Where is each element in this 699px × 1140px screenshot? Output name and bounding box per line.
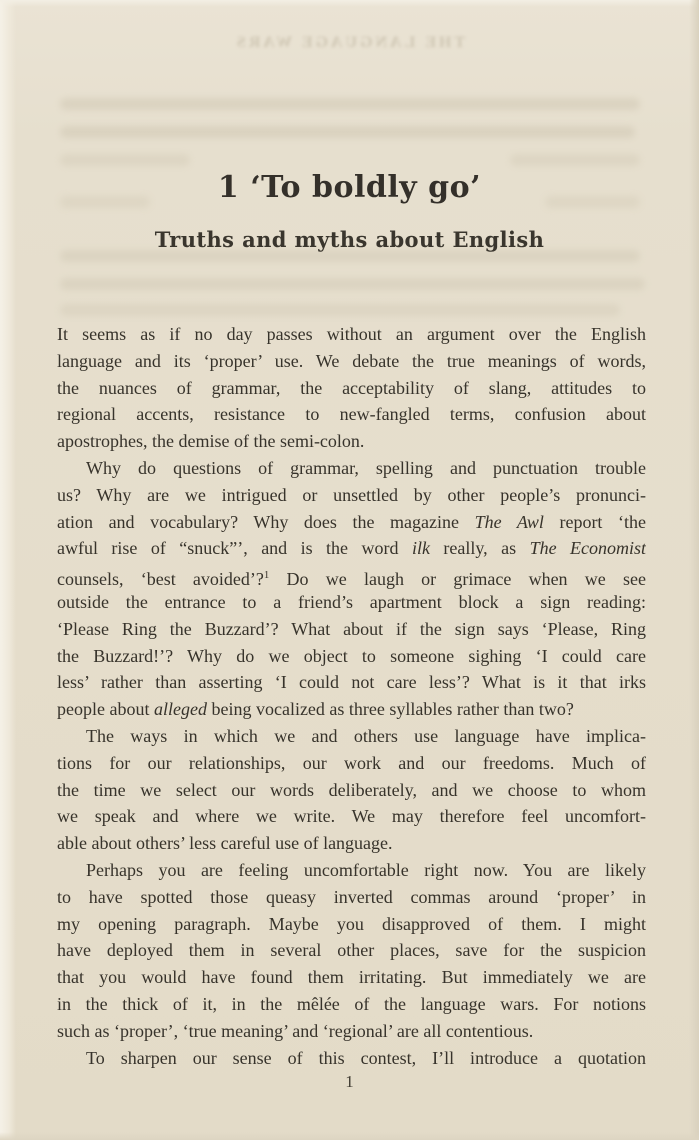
show-through-line xyxy=(60,126,635,138)
body-line: It seems as if no day passes without an argument over the English xyxy=(57,324,646,344)
body-line: able about others’ less careful use of language. xyxy=(57,833,393,854)
show-through-running-head: THE LANGUAGE WARS xyxy=(233,34,466,51)
body-line: the time we select our words deliberately, and we choose to whom xyxy=(57,779,646,800)
body-line: To sharpen our sense of this contest, I’ll introduce a quotation xyxy=(86,1047,646,1068)
show-through-line xyxy=(60,278,645,290)
body-line: have deployed them in several other places, save for the suspicion xyxy=(57,940,646,961)
show-through-line xyxy=(60,304,620,316)
body-line: awful rise of “snuck”’, and is the word ilk really, as The Economist xyxy=(57,538,646,559)
paper-edge-bottom xyxy=(0,1132,699,1140)
chapter-subtitle: Truths and myths about English xyxy=(154,227,545,253)
show-through-line xyxy=(510,154,640,166)
body-line: us? Why are we intrigued or unsettled by other people’s pronunci- xyxy=(57,484,646,505)
paper-edge-top xyxy=(0,0,699,7)
body-line: the Buzzard!’? Why do we object to someone sighing ‘I could care xyxy=(57,645,646,666)
body-line: the nuances of grammar, the acceptability of slang, attitudes to xyxy=(57,377,646,398)
chapter-heading: 1 ‘To boldly go’ xyxy=(217,170,482,206)
show-through-line xyxy=(60,98,640,110)
body-line: The ways in which we and others use language have implica- xyxy=(86,725,646,746)
body-line: counsels, ‘best avoided’?$^1$ Do we laugh or grimace when we see xyxy=(57,569,646,589)
body-line: Perhaps you are feeling uncomfortable right now. You are likely xyxy=(86,859,646,880)
body-line: that you would have found them irritating. But immediately we are xyxy=(57,967,646,988)
body-line: language and its ‘proper’ use. We debate the true meanings of words, xyxy=(57,350,646,371)
show-through-line xyxy=(60,154,190,166)
body-line: regional accents, resistance to new-fangled terms, confusion about xyxy=(57,404,646,425)
body-text xyxy=(57,321,646,1071)
body-line: outside the entrance to a friend’s apartment block a sign reading: xyxy=(57,591,646,612)
body-line: such as ‘proper’, ‘true meaning’ and ‘regional’ are all contentious. xyxy=(57,1020,534,1041)
body-line: less’ rather than asserting ‘I could not care less’? What is it that irks xyxy=(57,672,646,693)
body-line: tions for our relationships, our work and our freedoms. Much of xyxy=(57,752,646,773)
body-line: people about alleged being vocalized as three syllables rather than two? xyxy=(57,699,574,720)
body-line: ‘Please Ring the Buzzard’? What about if the sign says ‘Please, Ring xyxy=(57,618,646,639)
body-line: Why do questions of grammar, spelling and punctuation trouble xyxy=(86,457,646,478)
body-line: my opening paragraph. Maybe you disapproved of them. I might xyxy=(57,913,646,934)
body-line: apostrophes, the demise of the semi-colon. xyxy=(57,431,365,452)
body-line: we speak and where we write. We may therefore feel uncomfort- xyxy=(57,806,646,827)
body-line: to have spotted those queasy inverted commas around ‘proper’ in xyxy=(57,886,646,907)
page-number: 1 xyxy=(345,1072,354,1091)
body-line: ation and vocabulary? Why does the magazine The Awl report ‘the xyxy=(57,511,646,532)
body-line: in the thick of it, in the mêlée of the language wars. For notions xyxy=(57,993,646,1014)
